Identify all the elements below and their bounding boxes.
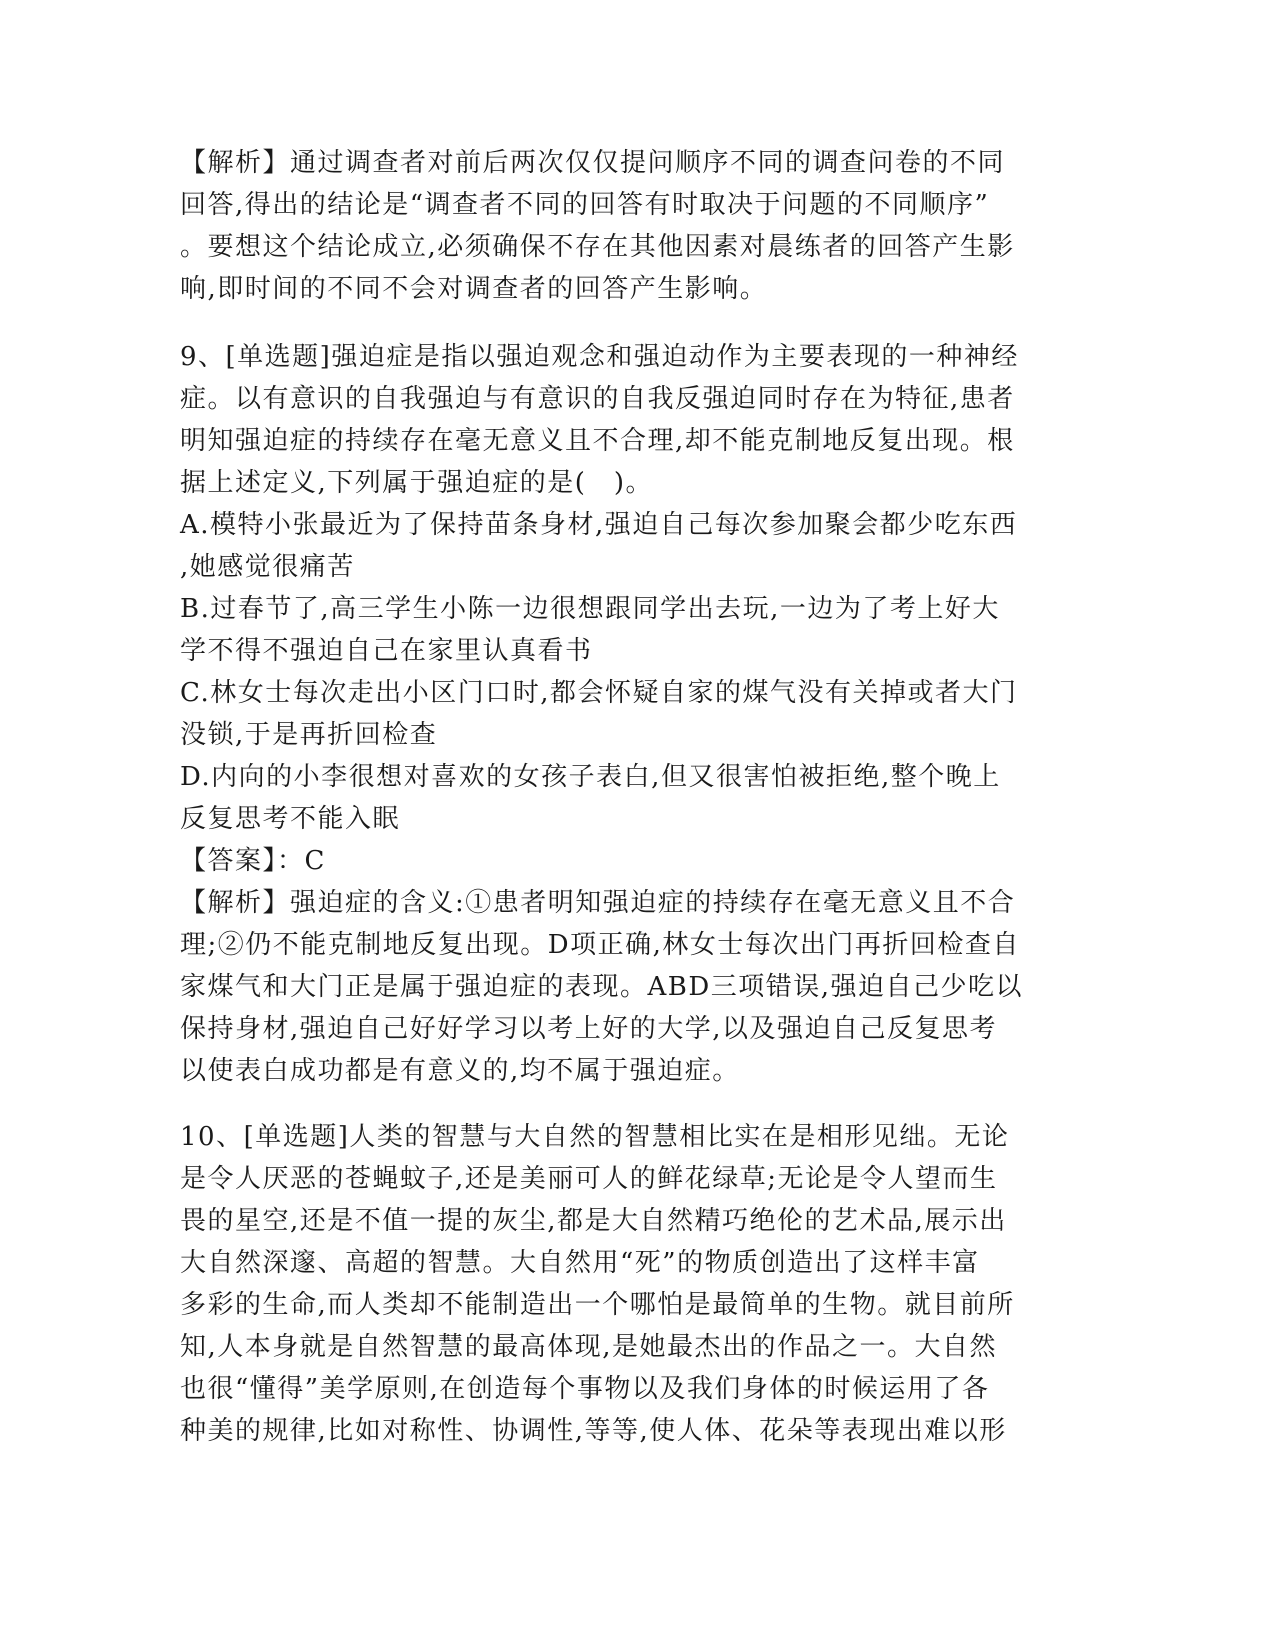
text-line: 保持身材,强迫自己好好学习以考上好的大学,以及强迫自己反复思考 bbox=[180, 1014, 998, 1044]
text-line: 知,人本身就是自然智慧的最高体现,是她最杰出的作品之一。大自然 bbox=[180, 1332, 998, 1362]
text-line: 反复思考不能入眠 bbox=[180, 804, 401, 834]
text-line: 【解析】强迫症的含义:①患者明知强迫症的持续存在毫无意义且不合 bbox=[180, 888, 1016, 918]
question-analysis bbox=[180, 882, 1040, 1092]
text-line: C.林女士每次走出小区门口时,都会怀疑自家的煤气没有关掉或者大门 bbox=[180, 678, 1018, 708]
text-line: 多彩的生命,而人类却不能制造出一个哪怕是最简单的生物。就目前所 bbox=[180, 1290, 1015, 1320]
text-line: 明知强迫症的持续存在毫无意义且不合理,却不能克制地反复出现。根 bbox=[180, 426, 1015, 456]
text-line: 学不得不强迫自己在家里认真看书 bbox=[180, 636, 593, 666]
text-line: D.内向的小李很想对喜欢的女孩子表白,但又很害怕被拒绝,整个晚上 bbox=[180, 762, 1001, 792]
text-line: 没锁,于是再折回检查 bbox=[180, 720, 438, 750]
question-10 bbox=[180, 1116, 1040, 1452]
text-line: 也很“懂得”美学原则,在创造每个事物以及我们身体的时候运用了各 bbox=[180, 1374, 990, 1404]
text-line: 大自然深邃、高超的智慧。大自然用“死”的物质创造出了这样丰富 bbox=[180, 1248, 980, 1278]
question-9 bbox=[180, 336, 1040, 1092]
text-line: 9、[单选题]强迫症是指以强迫观念和强迫动作为主要表现的一种神经 bbox=[180, 342, 1019, 372]
previous-analysis bbox=[180, 142, 1040, 310]
text-line: 理;②仍不能克制地反复出现。D项正确,林女士每次出门再折回检查自 bbox=[180, 930, 1020, 960]
option-c bbox=[180, 672, 1040, 756]
text-line: A.模特小张最近为了保持苗条身材,强迫自己每次参加聚会都少吃东西 bbox=[180, 510, 1018, 540]
text-line: 。要想这个结论成立,必须确保不存在其他因素对晨练者的回答产生影 bbox=[180, 232, 1015, 262]
text-line: 据上述定义,下列属于强迫症的是( )。 bbox=[180, 468, 654, 498]
text-line: 家煤气和大门正是属于强迫症的表现。ABD三项错误,强迫自己少吃以 bbox=[180, 972, 1023, 1002]
text-line: 是令人厌恶的苍蝇蚊子,还是美丽可人的鲜花绿草;无论是令人望而生 bbox=[180, 1164, 998, 1194]
text-line: B.过春节了,高三学生小陈一边很想跟同学出去玩,一边为了考上好大 bbox=[180, 594, 1000, 624]
text-line: 以使表白成功都是有意义的,均不属于强迫症。 bbox=[180, 1056, 740, 1086]
paragraph-gap bbox=[180, 310, 1040, 336]
question-stem bbox=[180, 336, 1040, 504]
document-page bbox=[180, 142, 1040, 1452]
text-line: 10、[单选题]人类的智慧与大自然的智慧相比实在是相形见绌。无论 bbox=[180, 1122, 1010, 1152]
text-line: 回答,得出的结论是“调查者不同的回答有时取决于问题的不同顺序” bbox=[180, 190, 990, 220]
option-d bbox=[180, 756, 1040, 840]
text-line: 症。以有意识的自我强迫与有意识的自我反强迫同时存在为特征,患者 bbox=[180, 384, 1015, 414]
text-line: 畏的星空,还是不值一提的灰尘,都是大自然精巧绝伦的艺术品,展示出 bbox=[180, 1206, 1007, 1236]
option-a bbox=[180, 504, 1040, 588]
paragraph-gap bbox=[180, 1092, 1040, 1116]
text-line: 【解析】通过调查者对前后两次仅仅提问顺序不同的调查问卷的不同 bbox=[180, 148, 1006, 178]
text-line: 种美的规律,比如对称性、协调性,等等,使人体、花朵等表现出难以形 bbox=[180, 1416, 1007, 1446]
text-line: 响,即时间的不同不会对调查者的回答产生影响。 bbox=[180, 274, 768, 304]
option-b bbox=[180, 588, 1040, 672]
answer-line: 【答案】：C bbox=[180, 846, 326, 876]
text-line: ,她感觉很痛苦 bbox=[180, 552, 355, 582]
